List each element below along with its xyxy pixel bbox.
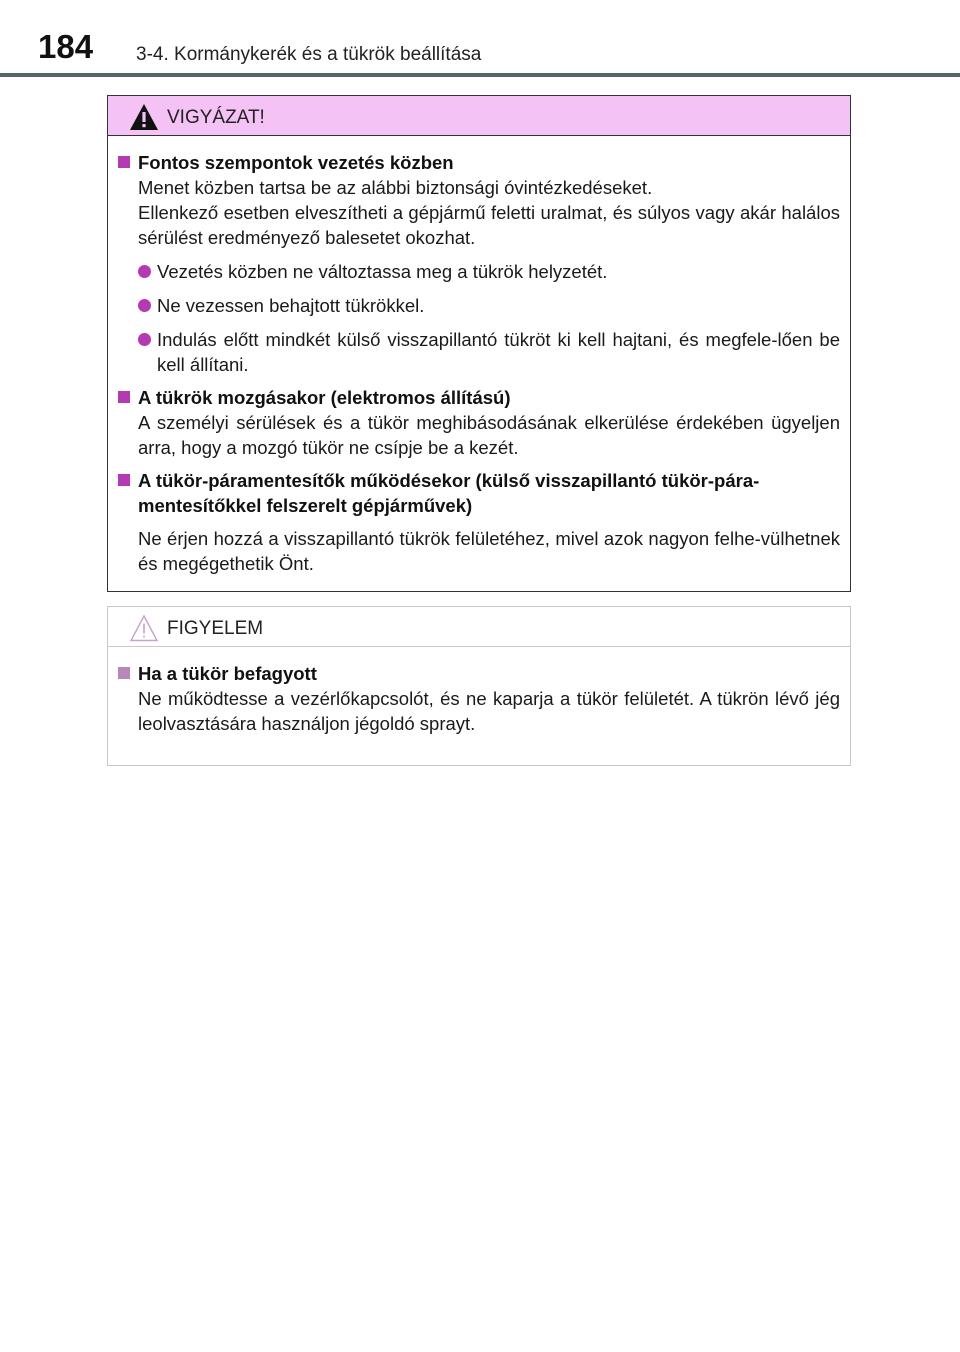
paragraph: A személyi sérülések és a tükör meghibásodásának elkerülése érdekében ügyeljen arra, hogy a mozgó tükör ne csípje be a kezét. — [138, 412, 840, 458]
paragraph: Ne működtesse a vezérlőkapcsolót, és ne kaparja a tükör felületét. A tükrön lévő jég leolvasztására használjon jégoldó sprayt. — [138, 688, 840, 734]
warning-triangle-outline-icon — [129, 614, 159, 642]
caution-box-header — [108, 96, 850, 136]
page-number: 184 — [38, 28, 94, 65]
notice-box — [107, 606, 851, 766]
list-item-text: Vezetés közben ne változtassa meg a tükrök helyzetét. — [157, 261, 608, 282]
caution-label: VIGYÁZAT! — [167, 107, 265, 128]
warning-triangle-icon — [129, 103, 159, 131]
spacer — [118, 518, 840, 526]
list-item-text: Ne vezessen behajtott tükrökkel. — [157, 295, 425, 316]
notice-label: FIGYELEM — [167, 618, 264, 639]
paragraph: Ellenkező esetben elveszítheti a gépjármű feletti uralmat, és súlyos vagy akár halálos sérülést eredményező balesetet okozhat. — [138, 202, 840, 248]
section-heading-text: Ha a tükör befagyott — [138, 663, 317, 684]
notice-box-header — [108, 607, 850, 647]
caution-box — [107, 95, 851, 592]
round-bullet-icon — [138, 333, 151, 346]
header-divider — [0, 73, 960, 77]
square-bullet-icon — [118, 391, 130, 403]
section-heading-text: A tükrök mozgásakor (elektromos állítású) — [138, 387, 511, 408]
list-item — [138, 293, 840, 318]
caution-box-body — [108, 136, 850, 576]
caution-section — [118, 468, 840, 576]
section-heading — [118, 468, 840, 518]
notice-box-body — [108, 647, 850, 736]
section-heading-text: A tükör-páramentesítők működésekor (külső visszapillantó tükör-pára-mentesítőkkel felszerelt gépjárművek) — [138, 470, 760, 516]
round-bullet-icon — [138, 265, 151, 278]
paragraph: Ne érjen hozzá a visszapillantó tükrök felületéhez, mivel azok nagyon felhe-vülhetnek és megégethetik Önt. — [138, 528, 840, 574]
paragraph: Menet közben tartsa be az alábbi biztonsági óvintézkedéseket. — [138, 177, 653, 198]
section-heading — [118, 150, 840, 175]
round-bullet-icon — [138, 299, 151, 312]
caution-section — [118, 150, 840, 377]
square-bullet-icon — [118, 474, 130, 486]
page-header — [0, 0, 960, 80]
list-item-text: Indulás előtt mindkét külső visszapillantó tükröt ki kell hajtani, és megfele-lően be kell állítani. — [157, 329, 840, 375]
notice-section — [118, 661, 840, 736]
section-heading-text: Fontos szempontok vezetés közben — [138, 152, 454, 173]
section-title: 3-4. Kormánykerék és a tükrök beállítása — [136, 44, 482, 65]
square-bullet-icon — [118, 156, 130, 168]
square-bullet-icon — [118, 667, 130, 679]
section-heading — [118, 385, 840, 410]
caution-section — [118, 385, 840, 460]
list-item — [138, 259, 840, 284]
list-item — [138, 327, 840, 377]
section-heading — [118, 661, 840, 686]
